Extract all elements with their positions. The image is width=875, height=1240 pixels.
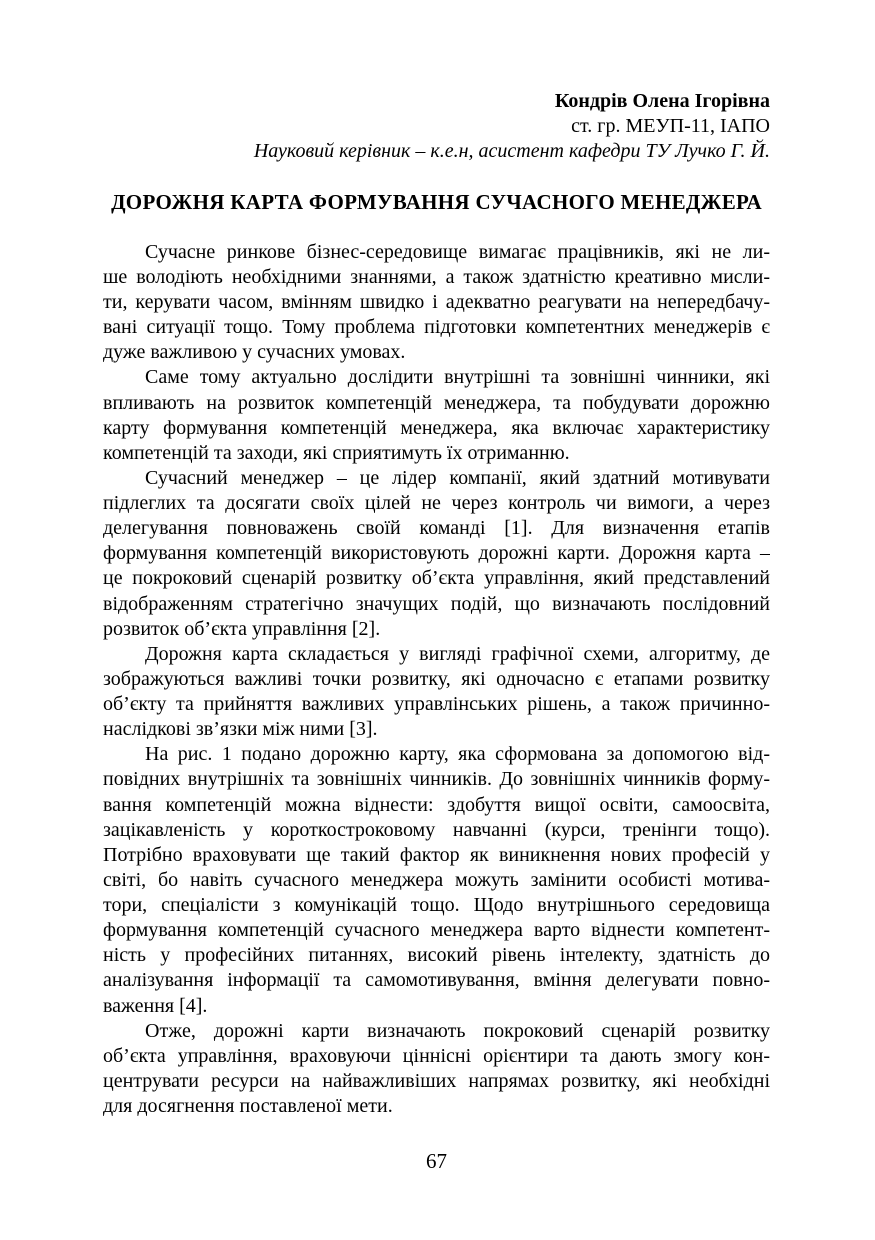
text-line: розвиток об’єкта управління [2]. xyxy=(103,617,381,640)
text-line: зображуються важливі точки розвитку, які одночасно є етапами розвитку xyxy=(103,667,770,690)
text-line: Потрібно враховувати ще такий фактор як виникнення нових професій у xyxy=(103,843,770,866)
text-line: ність у професійних питаннях, високий рівень інтелекту, здатність до xyxy=(103,944,770,967)
text-line: Сучасне ринкове бізнес-середовище вимагає працівників, які не ли- xyxy=(145,240,770,263)
text-line: світі, бо навіть сучасного менеджера можуть замінити особисті мотива- xyxy=(103,868,770,891)
text-line: повідних внутрішніх та зовнішніх чинників. До зовнішніх чинників форму- xyxy=(103,768,770,791)
text-line: Отже, дорожні карти визначають покроковий сценарій розвитку xyxy=(145,1019,770,1042)
text-block xyxy=(103,89,770,1119)
paragraph xyxy=(103,240,770,366)
text-line: дуже важливою у сучасних умовах. xyxy=(103,341,406,364)
text-line: формування компетенцій використовують дорожні карти. Дорожня карта – xyxy=(103,542,770,565)
text-line: делегування повноважень своїй команді [1]. Для визначення етапів xyxy=(103,517,770,540)
text-line: ше володіють необхідними знаннями, а також здатністю креативно мисли- xyxy=(103,265,770,288)
text-line: формування компетенцій сучасного менеджера варто віднести компетент- xyxy=(103,919,770,942)
paper-title: ДОРОЖНЯ КАРТА ФОРМУВАННЯ СУЧАСНОГО МЕНЕДЖЕРА xyxy=(111,189,762,214)
text-line: ти, керувати часом, вмінням швидко і адекватно реагувати на непередбачу- xyxy=(103,291,770,314)
text-line: підлеглих та досягати своїх цілей не через контроль чи вимоги, а через xyxy=(103,492,770,515)
text-line: Сучасний менеджер – це лідер компанії, який здатний мотивувати xyxy=(145,466,770,489)
author-name: Кондрів Олена Ігорівна xyxy=(554,90,770,112)
paragraph xyxy=(103,642,770,743)
text-line: аналізування інформації та самомотивування, вміння делегувати повно- xyxy=(103,969,770,992)
text-line: карту формування компетенцій менеджера, яка включає характеристику xyxy=(103,416,770,439)
text-line: це покроковий сценарій розвитку об’єкта управління, який представлений xyxy=(103,567,770,590)
text-line: центрувати ресурси на найважливіших напрямах розвитку, які необхідні xyxy=(103,1069,770,1092)
author-block xyxy=(103,89,770,164)
text-line: вані ситуації тощо. Тому проблема підготовки компетентних менеджерів є xyxy=(103,316,770,339)
paragraph xyxy=(103,742,770,1018)
text-line: відображенням стратегічно значущих подій, що визначають послідовний xyxy=(103,592,770,615)
text-line: важення [4]. xyxy=(103,994,208,1017)
paper-body xyxy=(103,240,770,1119)
author-group: ст. гр. МЕУП-11, ІАПО xyxy=(571,115,770,138)
advisor-line: Науковий керівник – к.е.н, асистент кафедри ТУ Лучко Г. Й. xyxy=(253,140,770,163)
text-line: наслідкові зв’язки між ними [3]. xyxy=(103,718,378,741)
text-line: об’єкту та прийняття важливих управлінських рішень, а також причинно- xyxy=(103,693,770,716)
text-line: для досягнення поставленої мети. xyxy=(103,1095,393,1118)
paragraph xyxy=(103,365,770,466)
text-line: тори, спеціалісти з комунікацій тощо. Щодо внутрішнього середовища xyxy=(103,894,770,917)
page-number: 67 xyxy=(426,1149,447,1173)
text-line: впливають на розвиток компетенцій менеджера, та побудувати дорожню xyxy=(103,391,770,414)
text-line: вання компетенцій можна віднести: здобуття вищої освіти, самоосвіта, xyxy=(103,793,770,816)
text-line: Дорожня карта складається у вигляді графічної схеми, алгоритму, де xyxy=(145,642,770,665)
text-line: Саме тому актуально дослідити внутрішні та зовнішні чинники, які xyxy=(145,366,770,389)
text-line: об’єкта управління, враховуючи ціннісні орієнтири та дають змогу кон- xyxy=(103,1044,770,1067)
paragraph xyxy=(103,1019,770,1120)
text-line: На рис. 1 подано дорожню карту, яка сформована за допомогою від- xyxy=(145,743,770,766)
text-line: компетенцій та заходи, які сприятимуть їх отриманню. xyxy=(103,441,570,464)
paragraph xyxy=(103,466,770,642)
text-line: зацікавленість у короткостроковому навчанні (курси, тренінги тощо). xyxy=(103,818,770,841)
